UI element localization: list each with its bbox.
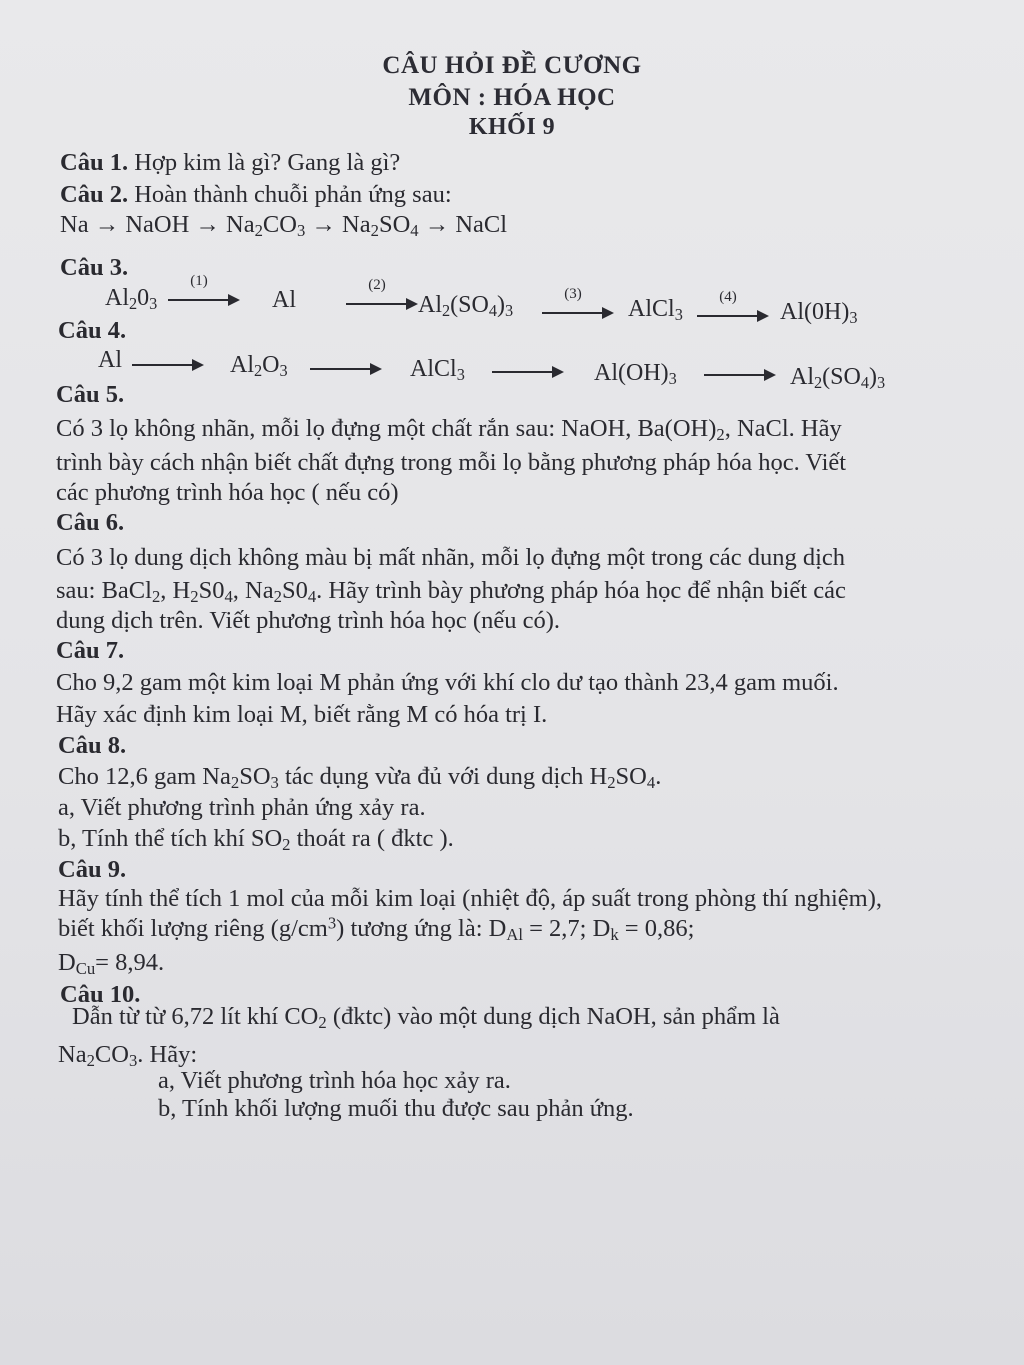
question-10-line-1: Dẫn từ từ 6,72 lít khí $CO_2$ (đktc) vào một dung dịch NaOH, sản phẩm là xyxy=(72,1003,780,1033)
question-10-line-3: a, Viết phương trình hóa học xảy ra. xyxy=(158,1067,511,1094)
question-2-chain: Na → NaOH → $Na_2CO_3 \to Na_2SO_4$ → NaCl xyxy=(60,211,508,241)
question-1-label: Câu 1. xyxy=(60,149,129,176)
title-line-1: CÂU HỎI ĐỀ CƯƠNG xyxy=(382,52,642,79)
arrow-icon xyxy=(310,362,382,376)
question-2-label: Câu 2. xyxy=(60,181,129,208)
arrow-icon xyxy=(704,368,776,382)
question-6-label: Câu 6. xyxy=(56,509,125,536)
question-10-line-2: $Na_2CO_3$. Hãy: xyxy=(58,1041,198,1071)
question-6-line-1: Có 3 lọ dung dịch không màu bị mất nhãn, mỗi lọ đựng một trong các dung dịch xyxy=(56,544,846,571)
question-7-line-1: Cho 9,2 gam một kim loại M phản ứng với khí clo dư tạo thành 23,4 gam muối. xyxy=(56,669,839,696)
question-6-line-3: dung dịch trên. Viết phương trình hóa học (nếu có). xyxy=(56,607,560,634)
question-9-label: Câu 9. xyxy=(58,856,127,883)
question-5-label: Câu 5. xyxy=(56,381,125,408)
question-1 xyxy=(60,148,400,177)
question-7-line-2: Hãy xác định kim loại M, biết rằng M có hóa trị I. xyxy=(56,701,548,728)
arrow-3-icon: (3) xyxy=(542,306,614,320)
question-10-label: Câu 10. xyxy=(60,981,141,1008)
question-10-line-4: b, Tính khối lượng muối thu được sau phản ứng. xyxy=(158,1095,634,1122)
arrow-1-icon: (1) xyxy=(168,293,240,307)
question-9-line-2: biết khối lượng riêng $(g/cm^3)$ tương ứng là: $D_{Al} = 2,7$; $D_k = 0,86$; xyxy=(58,913,695,945)
question-8-label: Câu 8. xyxy=(58,732,127,759)
question-8-line-3: b, Tính thể tích khí $SO_2$ thoát ra ( đktc ). xyxy=(58,825,454,855)
question-4-label: Câu 4. xyxy=(58,317,127,344)
arrow-4-icon: (4) xyxy=(697,309,769,323)
question-2-text: Hoàn thành chuỗi phản ứng sau: xyxy=(134,181,452,208)
question-7-label: Câu 7. xyxy=(56,637,125,664)
question-5-line-1: Có 3 lọ không nhãn, mỗi lọ đựng một chất rắn sau: NaOH, $Ba(OH)_2$, NaCl. Hãy xyxy=(56,415,842,445)
arrow-2-icon: (2) xyxy=(346,297,418,311)
question-9-line-3: $D_{Cu}= 8,94$. xyxy=(58,949,165,979)
question-3-label: Câu 3. xyxy=(60,254,129,281)
question-5-line-3: các phương trình hóa học ( nếu có) xyxy=(56,479,399,506)
question-1-text: Hợp kim là gì? Gang là gì? xyxy=(134,149,401,176)
question-9-line-1: Hãy tính thể tích 1 mol của mỗi kim loại (nhiệt độ, áp suất trong phòng thí nghiệm), xyxy=(58,885,883,912)
question-5-line-2: trình bày cách nhận biết chất đựng trong mỗi lọ bằng phương pháp hóa học. Viết xyxy=(56,449,847,476)
question-6-line-2: sau: BaCl$_2$, $H_2S0_4$, $Na_2S0_4$. Hãy trình bày phương pháp hóa học để nhận biết các xyxy=(56,577,846,607)
title-line-3: KHỐI 9 xyxy=(468,114,556,140)
arrow-icon xyxy=(132,358,204,372)
question-8-line-1: Cho 12,6 gam $Na_2SO_3$ tác dụng vừa đủ với dung dịch $H_2SO_4$. xyxy=(58,763,662,793)
title-line-2: MÔN : HÓA HỌC xyxy=(408,84,616,111)
question-2 xyxy=(60,180,452,209)
arrow-icon xyxy=(492,365,564,379)
question-8-line-2: a, Viết phương trình phản ứng xảy ra. xyxy=(58,794,426,821)
worksheet-page: CÂU HỎI ĐỀ CƯƠNG MÔN : HÓA HỌC KHỐI 9 Câu 1. Hợp kim là gì? Gang là gì? Câu 2. Hoàn thành chuỗi phản ứng sau: Na → NaOH → $Na_2CO_3 \to Na_2SO_4$ → NaCl Câu 3. $Al_20_3$ (1) Al (2) $Al_2(SO_4)_3$ (3) AlCl$_3$ (4) $Al(0H)_3$ Câu 4. Al $Al_2O_3$ AlCl$_3$ $Al(OH)_3$ $Al_2(SO_4)_3$ Câu 5. Có 3 lọ không nhãn, mỗi lọ đựng một chất rắn sau: NaOH, $Ba(OH)_2$, NaCl. Hãy trình bày cách nhận biết chất đựng trong mỗi lọ bằng phương pháp hóa học. Viết các phương trình hóa học ( nếu có) Câu 6. Có 3 lọ dung dịch không màu bị mất nhãn, mỗi lọ đựng một trong các dung dịch sau: BaCl$_2$, $H_2S0_4$, $Na_2S0_4$. Hãy trình bày phương pháp hóa học để nhận biết các dung dịch trên. Viết phương trình hóa học (nếu có). Câu 7. Cho 9,2 gam một kim loại M phản ứng với khí clo dư tạo thành 23,4 gam muối. Hãy xác định kim loại M, biết rằng M có hóa trị I. Câu 8. Cho 12,6 gam $Na_2SO_3$ tác dụng vừa đủ với dung dịch $H_2SO_4$. a, Viết phương trình phản ứng xảy ra. b, Tính thể tích khí $SO_2$ thoát ra ( đktc ). Câu 9. Hãy tính thể tích 1 mol của mỗi kim loại (nhiệt độ, áp suất trong phòng thí nghiệm), biết khối lượng riêng $(g/cm^3)$ tương ứng là: $D_{Al} = 2,7$; $D_k = 0,86$; $D_{Cu}= 8,94$. Câu 10. Dẫn từ từ 6,72 lít khí $CO_2$ (đktc) vào một dung dịch NaOH, sản phẩm là $Na_2CO_3$. Hãy: a, Viết phương trình hóa học xảy ra. b, Tính khối lượng muối thu được sau phản ứng. xyxy=(0,0,1024,1365)
